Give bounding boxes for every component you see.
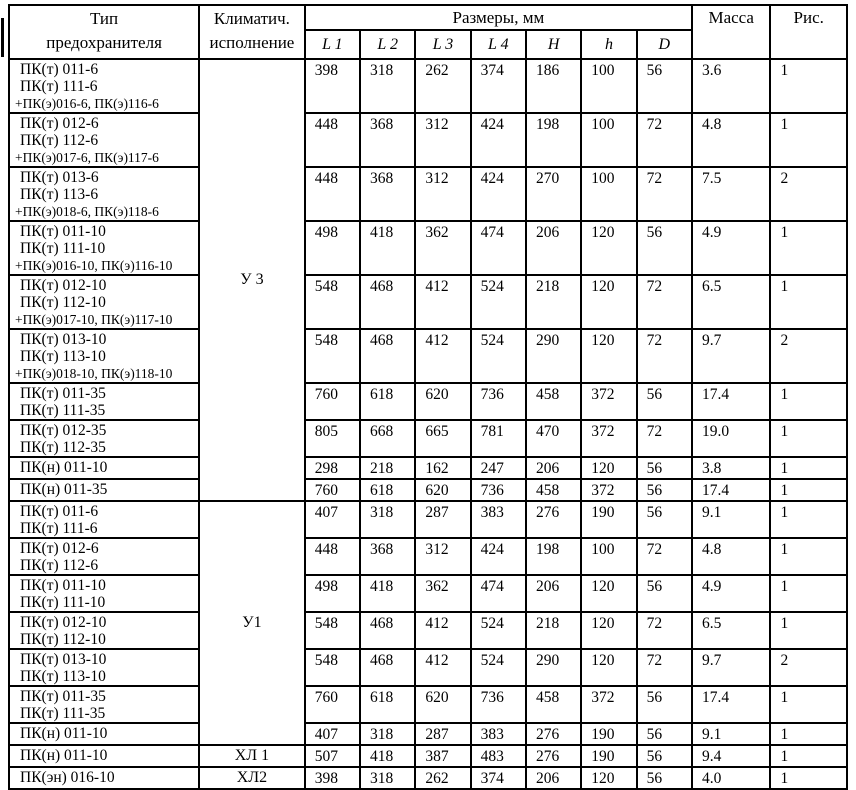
fuse-type-text: ПК(т) 113-10	[20, 348, 106, 365]
dimension-cell: 190	[581, 723, 636, 745]
table-row	[9, 649, 847, 686]
column-header-climate-line1: Климатич.	[213, 9, 290, 28]
dimension-cell: 56	[637, 767, 692, 789]
fuse-type-text: ПК(т) 011-10	[20, 577, 106, 594]
fuse-type-text: +ПК(э)018-6, ПК(э)118-6	[15, 204, 159, 219]
dimension-cell: 72	[637, 113, 692, 167]
dimension-cell: 276	[526, 723, 581, 745]
dimension-cell: 548	[305, 275, 360, 329]
dimension-cell: 398	[305, 59, 360, 113]
fuse-type-text: ПК(т) 111-6	[20, 78, 98, 95]
column-header-mass: Масса	[692, 5, 770, 59]
table-row	[9, 479, 847, 501]
dimension-cell: 424	[471, 167, 526, 221]
dimension-cell: 383	[471, 723, 526, 745]
dimension-cell: 362	[415, 221, 470, 275]
mass-cell: 4.0	[692, 767, 770, 789]
climate-cell: У1	[199, 501, 305, 745]
dimension-cell: 206	[526, 767, 581, 789]
fuse-type-cell	[9, 457, 199, 479]
dimension-cell: 72	[637, 167, 692, 221]
figure-cell: 2	[770, 329, 847, 383]
dimension-cell: 760	[305, 479, 360, 501]
dimension-cell: 120	[581, 275, 636, 329]
dimension-cell: 218	[526, 612, 581, 649]
figure-cell: 1	[770, 538, 847, 575]
fuse-type-text: +ПК(э)016-6, ПК(э)116-6	[15, 96, 159, 111]
fuse-type-text: ПК(т) 111-35	[20, 402, 106, 419]
mass-cell: 9.1	[692, 723, 770, 745]
table-row	[9, 275, 847, 329]
mass-cell: 17.4	[692, 479, 770, 501]
fuse-type-cell	[9, 275, 199, 329]
mass-cell: 7.5	[692, 167, 770, 221]
dimension-cell: 383	[471, 501, 526, 538]
figure-cell: 1	[770, 501, 847, 538]
dimension-cell: 56	[637, 723, 692, 745]
dimension-cell: 56	[637, 575, 692, 612]
dimension-cell: 206	[526, 457, 581, 479]
dimension-cell: 262	[415, 767, 470, 789]
fuse-type-text: ПК(н) 011-10	[20, 747, 108, 764]
mass-cell: 17.4	[692, 383, 770, 420]
dimension-cell: 374	[471, 767, 526, 789]
dimension-cell: 72	[637, 538, 692, 575]
dimension-cell: 186	[526, 59, 581, 113]
table-row	[9, 745, 847, 767]
dimension-cell: 524	[471, 275, 526, 329]
table-row	[9, 59, 847, 113]
column-header-type	[9, 5, 199, 59]
fuse-type-text: ПК(т) 111-10	[20, 240, 106, 257]
fuse-type-text: ПК(т) 112-10	[20, 294, 106, 311]
dimension-cell: 276	[526, 501, 581, 538]
dimension-cell: 362	[415, 575, 470, 612]
table-row	[9, 723, 847, 745]
header-row-top	[9, 5, 847, 30]
dimension-cell: 190	[581, 501, 636, 538]
fuse-type-text: ПК(т) 013-10	[20, 331, 107, 348]
dimension-cell: 120	[581, 767, 636, 789]
table-row	[9, 420, 847, 457]
figure-cell: 1	[770, 723, 847, 745]
dimension-cell: 736	[471, 479, 526, 501]
fuse-type-text: ПК(т) 113-6	[20, 186, 99, 203]
dimension-cell: 100	[581, 538, 636, 575]
dimension-cell: 72	[637, 275, 692, 329]
dimension-cell: 56	[637, 457, 692, 479]
dimension-cell: 424	[471, 538, 526, 575]
figure-cell: 1	[770, 59, 847, 113]
table-row	[9, 329, 847, 383]
table-row	[9, 167, 847, 221]
dimension-cell: 498	[305, 221, 360, 275]
dimension-cell: 72	[637, 649, 692, 686]
fuse-type-cell	[9, 538, 199, 575]
fuse-type-cell	[9, 479, 199, 501]
dimension-cell: 298	[305, 457, 360, 479]
fuse-type-text: ПК(т) 012-6	[20, 540, 99, 557]
fuse-type-text: ПК(т) 013-6	[20, 169, 99, 186]
dimension-cell: 524	[471, 649, 526, 686]
column-header-h-lower: h	[581, 30, 636, 59]
mass-cell: 9.1	[692, 501, 770, 538]
table-body	[9, 59, 847, 789]
column-header-sizes: Размеры, мм	[305, 5, 692, 30]
column-header-d: D	[637, 30, 692, 59]
mass-cell: 17.4	[692, 686, 770, 723]
dimension-cell: 290	[526, 649, 581, 686]
table-row	[9, 612, 847, 649]
fuse-type-text: ПК(т) 112-6	[20, 557, 99, 574]
dimension-cell: 120	[581, 612, 636, 649]
fuse-type-cell	[9, 221, 199, 275]
dimension-cell: 287	[415, 501, 470, 538]
figure-cell: 1	[770, 479, 847, 501]
fuse-type-text: ПК(т) 112-6	[20, 132, 99, 149]
column-header-type-line2: предохранителя	[46, 33, 162, 52]
fuse-type-text: ПК(т) 111-6	[20, 520, 98, 537]
table-header	[9, 5, 847, 59]
fuse-type-cell	[9, 649, 199, 686]
figure-cell: 1	[770, 767, 847, 789]
table-row	[9, 221, 847, 275]
dimension-cell: 474	[471, 575, 526, 612]
dimension-cell: 458	[526, 686, 581, 723]
dimension-cell: 524	[471, 329, 526, 383]
dimension-cell: 474	[471, 221, 526, 275]
column-header-l1: L 1	[305, 30, 360, 59]
dimension-cell: 483	[471, 745, 526, 767]
dimension-cell: 162	[415, 457, 470, 479]
dimension-cell: 412	[415, 612, 470, 649]
dimension-cell: 412	[415, 275, 470, 329]
column-header-l2: L 2	[360, 30, 415, 59]
dimension-cell: 368	[360, 538, 415, 575]
dimension-cell: 276	[526, 745, 581, 767]
dimension-cell: 318	[360, 59, 415, 113]
dimension-cell: 412	[415, 649, 470, 686]
dimension-cell: 372	[581, 383, 636, 420]
fuse-type-text: ПК(т) 011-35	[20, 688, 106, 705]
dimension-cell: 287	[415, 723, 470, 745]
fuse-type-text: ПК(т) 012-10	[20, 614, 107, 631]
table-row	[9, 767, 847, 789]
dimension-cell: 56	[637, 383, 692, 420]
fuse-type-text: +ПК(э)018-10, ПК(э)118-10	[15, 366, 173, 381]
table-row	[9, 383, 847, 420]
fuse-type-text: ПК(н) 011-10	[20, 725, 108, 742]
fuse-type-text: ПК(т) 012-35	[20, 422, 107, 439]
fuse-type-text: ПК(т) 012-6	[20, 115, 99, 132]
fuse-type-cell	[9, 745, 199, 767]
table-row	[9, 575, 847, 612]
figure-cell: 2	[770, 167, 847, 221]
mass-cell: 3.6	[692, 59, 770, 113]
dimension-cell: 448	[305, 113, 360, 167]
dimension-cell: 618	[360, 383, 415, 420]
table-row	[9, 538, 847, 575]
dimension-cell: 368	[360, 167, 415, 221]
dimension-cell: 72	[637, 420, 692, 457]
fuse-type-text: ПК(н) 011-35	[20, 481, 108, 498]
dimension-cell: 781	[471, 420, 526, 457]
fuse-type-text: ПК(т) 112-10	[20, 631, 106, 648]
figure-cell: 1	[770, 275, 847, 329]
figure-cell: 1	[770, 457, 847, 479]
dimension-cell: 805	[305, 420, 360, 457]
dimension-cell: 206	[526, 575, 581, 612]
dimension-cell: 290	[526, 329, 581, 383]
dimension-cell: 372	[581, 420, 636, 457]
fuse-type-text: +ПК(э)016-10, ПК(э)116-10	[15, 258, 173, 273]
mass-cell: 9.4	[692, 745, 770, 767]
fuse-type-cell	[9, 723, 199, 745]
fuse-type-text: +ПК(э)017-10, ПК(э)117-10	[15, 312, 173, 327]
dimension-cell: 318	[360, 767, 415, 789]
fuse-type-text: ПК(т) 012-10	[20, 277, 107, 294]
figure-cell: 1	[770, 612, 847, 649]
dimension-cell: 190	[581, 745, 636, 767]
fuse-type-text: ПК(н) 011-10	[20, 459, 108, 476]
fuse-type-text: ПК(т) 111-10	[20, 594, 106, 611]
dimension-cell: 548	[305, 612, 360, 649]
dimension-cell: 312	[415, 113, 470, 167]
table-row	[9, 457, 847, 479]
dimension-cell: 312	[415, 538, 470, 575]
mass-cell: 4.9	[692, 575, 770, 612]
mass-cell: 3.8	[692, 457, 770, 479]
dimension-cell: 468	[360, 612, 415, 649]
dimension-cell: 120	[581, 457, 636, 479]
fuse-type-text: ПК(т) 011-6	[20, 61, 99, 78]
dimension-cell: 120	[581, 575, 636, 612]
table-row	[9, 501, 847, 538]
dimension-cell: 736	[471, 383, 526, 420]
dimension-cell: 668	[360, 420, 415, 457]
dimension-cell: 100	[581, 59, 636, 113]
figure-cell: 1	[770, 686, 847, 723]
dimension-cell: 56	[637, 501, 692, 538]
dimension-cell: 470	[526, 420, 581, 457]
dimension-cell: 120	[581, 221, 636, 275]
fuse-type-text: +ПК(э)017-6, ПК(э)117-6	[15, 150, 159, 165]
fuse-type-cell	[9, 767, 199, 789]
dimension-cell: 100	[581, 113, 636, 167]
dimension-cell: 424	[471, 113, 526, 167]
dimension-cell: 468	[360, 649, 415, 686]
dimension-cell: 368	[360, 113, 415, 167]
dimension-cell: 120	[581, 329, 636, 383]
fuse-dimensions-table	[8, 4, 848, 790]
dimension-cell: 412	[415, 329, 470, 383]
fuse-type-cell	[9, 501, 199, 538]
dimension-cell: 247	[471, 457, 526, 479]
fuse-type-text: ПК(т) 011-6	[20, 503, 99, 520]
figure-cell: 1	[770, 420, 847, 457]
figure-cell: 1	[770, 221, 847, 275]
dimension-cell: 372	[581, 479, 636, 501]
column-header-l4: L 4	[471, 30, 526, 59]
figure-cell: 2	[770, 649, 847, 686]
dimension-cell: 468	[360, 275, 415, 329]
dimension-cell: 318	[360, 501, 415, 538]
dimension-cell: 468	[360, 329, 415, 383]
fuse-type-cell	[9, 113, 199, 167]
figure-cell: 1	[770, 113, 847, 167]
dimension-cell: 120	[581, 649, 636, 686]
fuse-type-text: ПК(эн) 016-10	[20, 769, 115, 786]
dimension-cell: 760	[305, 383, 360, 420]
dimension-cell: 418	[360, 745, 415, 767]
table-row	[9, 686, 847, 723]
climate-cell: ХЛ2	[199, 767, 305, 789]
fuse-type-cell	[9, 420, 199, 457]
figure-cell: 1	[770, 575, 847, 612]
dimension-cell: 418	[360, 221, 415, 275]
dimension-cell: 507	[305, 745, 360, 767]
dimension-cell: 524	[471, 612, 526, 649]
dimension-cell: 620	[415, 686, 470, 723]
column-header-climate-line2: исполнение	[209, 33, 295, 52]
fuse-type-cell	[9, 686, 199, 723]
fuse-type-cell	[9, 575, 199, 612]
dimension-cell: 407	[305, 501, 360, 538]
dimension-cell: 760	[305, 686, 360, 723]
dimension-cell: 665	[415, 420, 470, 457]
dimension-cell: 372	[581, 686, 636, 723]
dimension-cell: 458	[526, 479, 581, 501]
climate-cell: У 3	[199, 59, 305, 501]
mass-cell: 9.7	[692, 329, 770, 383]
dimension-cell: 56	[637, 745, 692, 767]
fuse-type-text: ПК(т) 113-10	[20, 668, 106, 685]
column-header-climate	[199, 5, 305, 59]
fuse-type-text: ПК(т) 111-35	[20, 705, 106, 722]
dimension-cell: 618	[360, 686, 415, 723]
column-header-figure: Рис.	[770, 5, 847, 59]
dimension-cell: 206	[526, 221, 581, 275]
dimension-cell: 458	[526, 383, 581, 420]
fuse-type-cell	[9, 329, 199, 383]
dimension-cell: 448	[305, 167, 360, 221]
column-header-l3: L 3	[415, 30, 470, 59]
scan-edge-artifact	[1, 18, 4, 57]
dimension-cell: 218	[526, 275, 581, 329]
mass-cell: 6.5	[692, 275, 770, 329]
dimension-cell: 56	[637, 59, 692, 113]
dimension-cell: 270	[526, 167, 581, 221]
mass-cell: 6.5	[692, 612, 770, 649]
dimension-cell: 72	[637, 329, 692, 383]
column-header-h-upper: H	[526, 30, 581, 59]
dimension-cell: 387	[415, 745, 470, 767]
dimension-cell: 318	[360, 723, 415, 745]
dimension-cell: 218	[360, 457, 415, 479]
dimension-cell: 620	[415, 383, 470, 420]
dimension-cell: 56	[637, 686, 692, 723]
fuse-type-text: ПК(т) 013-10	[20, 651, 107, 668]
dimension-cell: 448	[305, 538, 360, 575]
dimension-cell: 618	[360, 479, 415, 501]
dimension-cell: 198	[526, 538, 581, 575]
fuse-type-cell	[9, 167, 199, 221]
dimension-cell: 56	[637, 221, 692, 275]
dimension-cell: 548	[305, 649, 360, 686]
figure-cell: 1	[770, 383, 847, 420]
dimension-cell: 374	[471, 59, 526, 113]
dimension-cell: 198	[526, 113, 581, 167]
dimension-cell: 398	[305, 767, 360, 789]
dimension-cell: 72	[637, 612, 692, 649]
fuse-type-cell	[9, 59, 199, 113]
dimension-cell: 548	[305, 329, 360, 383]
column-header-type-line1: Тип	[89, 9, 119, 28]
figure-cell: 1	[770, 745, 847, 767]
dimension-cell: 262	[415, 59, 470, 113]
dimension-cell: 498	[305, 575, 360, 612]
mass-cell: 4.9	[692, 221, 770, 275]
mass-cell: 19.0	[692, 420, 770, 457]
dimension-cell: 100	[581, 167, 636, 221]
dimension-cell: 620	[415, 479, 470, 501]
fuse-type-text: ПК(т) 011-35	[20, 385, 106, 402]
mass-cell: 4.8	[692, 113, 770, 167]
climate-cell: ХЛ 1	[199, 745, 305, 767]
fuse-type-cell	[9, 612, 199, 649]
fuse-type-text: ПК(т) 112-35	[20, 439, 106, 456]
dimension-cell: 312	[415, 167, 470, 221]
mass-cell: 4.8	[692, 538, 770, 575]
fuse-type-cell	[9, 383, 199, 420]
dimension-cell: 418	[360, 575, 415, 612]
fuse-type-text: ПК(т) 011-10	[20, 223, 106, 240]
mass-cell: 9.7	[692, 649, 770, 686]
dimension-cell: 56	[637, 479, 692, 501]
dimension-cell: 736	[471, 686, 526, 723]
dimension-cell: 407	[305, 723, 360, 745]
table-row	[9, 113, 847, 167]
